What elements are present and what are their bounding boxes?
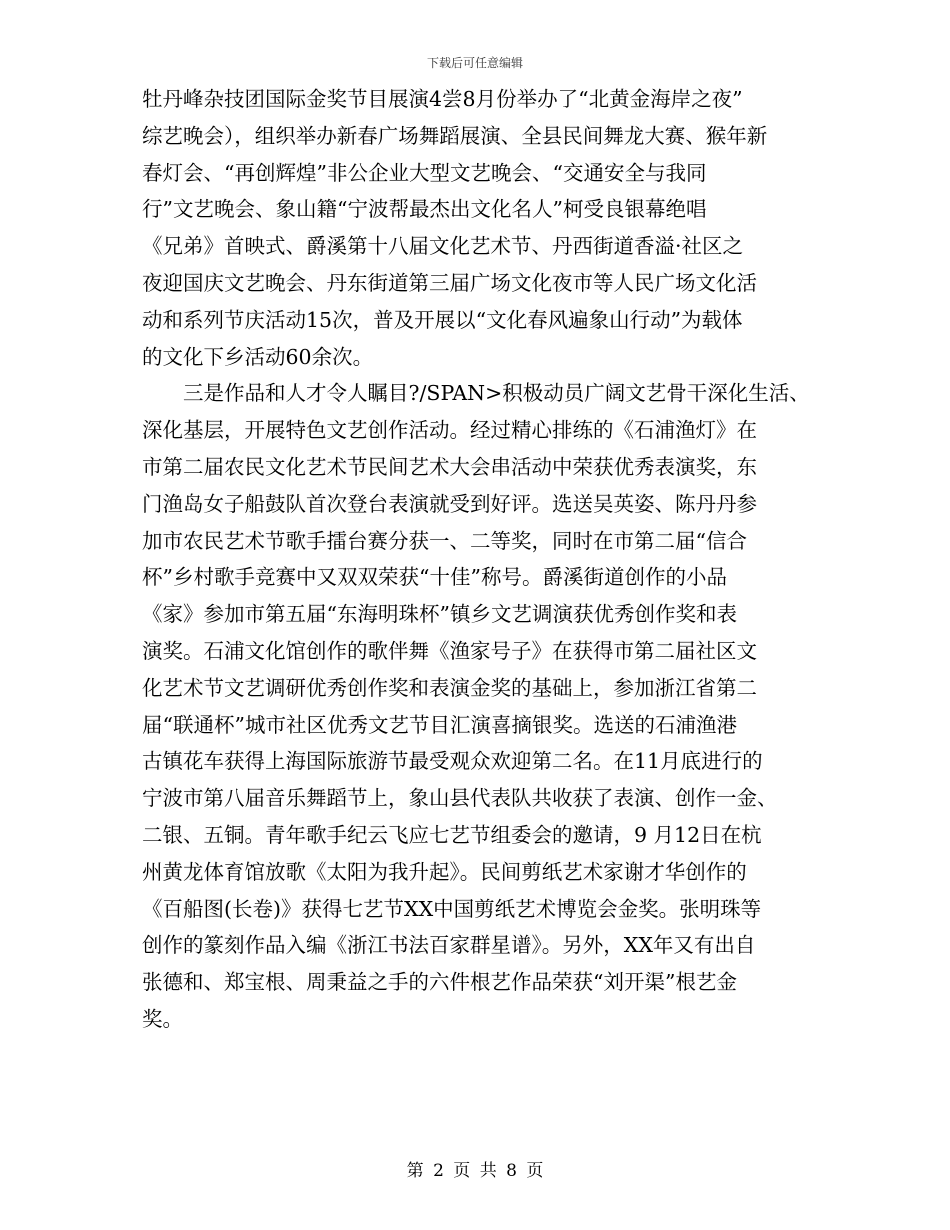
text-line: 化艺术节文艺调研优秀创作奖和表演金奖的基础上，参加浙江省第二: [142, 675, 757, 700]
text-line: 行”文艺晚会、象山籍“宁波帮最杰出文化名人”柯受良银幕绝唱: [142, 197, 707, 222]
text-line: 《兄弟》首映式、爵溪第十八届文化艺术节、丹西街道香溢·社区之: [142, 234, 744, 259]
page-header: 下载后可任意编辑: [426, 56, 523, 70]
text-line: 《家》参加市第五届“东海明珠杯”镇乡文艺调演获优秀创作奖和表: [142, 602, 737, 627]
text-line: 张德和、郑宝根、周秉益之手的六件根艺作品荣获“刘开渠”根艺金: [142, 970, 737, 995]
text-line: 春灯会、“再创辉煌”非公企业大型文艺晚会、“交通安全与我同: [142, 160, 707, 185]
text-line: 宁波市第八届音乐舞蹈节上，象山县代表队共收获了表演、创作一金、: [142, 786, 778, 811]
text-line: 创作的篆刻作品入编《浙江书法百家群星谱》。另外，XX年又有出自: [142, 933, 756, 958]
text-line: 牡丹峰杂技团国际金奖节目展演4尝8月份举办了“北黄金海岸之夜”: [142, 87, 743, 111]
text-line: 动和系列节庆活动15次，普及开展以“文化春风遍象山行动”为载体: [142, 307, 743, 332]
text-line: 杯”乡村歌手竞赛中又双双荣获“十佳”称号。爵溪街道创作的小品: [142, 565, 727, 590]
text-line: 古镇花车获得上海国际旅游节最受观众欢迎第二名。在11月底进行的: [142, 749, 763, 774]
text-line: 加市农民艺术节歌手擂台赛分获一、二等奖，同时在市第二届“信合: [142, 528, 747, 553]
text-line: 的文化下乡活动60余次。: [142, 344, 374, 369]
text-line: 夜迎国庆文艺晚会、丹东街道第三届广场文化夜市等人民广场文化活: [142, 270, 757, 295]
text-line: 奖。: [142, 1006, 183, 1031]
document-body: [142, 81, 818, 1038]
text-line: 市第二届农民文化艺术节民间艺术大会串活动中荣获优秀表演奖，东: [142, 454, 757, 479]
text-line: 《百船图(长卷)》获得七艺节XX中国剪纸艺术博览会金奖。张明珠等: [142, 896, 762, 921]
text-line: 二银、五铜。青年歌手纪云飞应七艺节组委会的邀请，9 月12日在杭: [142, 822, 762, 847]
text-line: 演奖。石浦文化馆创作的歌伴舞《渔家号子》在获得市第二届社区文: [142, 638, 757, 663]
text-line: 深化基层，开展特色文艺创作活动。经过精心排练的《石浦渔灯》在: [142, 418, 757, 443]
text-line: 届“联通杯”城市社区优秀文艺节目汇演喜摘银奖。选送的石浦渔港: [142, 712, 737, 737]
text-line: 三是作品和人才令人瞩目?/SPAN>积极动员广阔文艺骨干深化生活、: [142, 381, 810, 406]
text-line: 门渔岛女子船鼓队首次登台表演就受到好评。选送吴英姿、陈丹丹参: [142, 491, 757, 516]
text-line: 综艺晚会），组织举办新春广场舞蹈展演、全县民间舞龙大赛、猴年新: [142, 123, 768, 148]
text-line: 州黄龙体育馆放歌《太阳为我升起》。民间剪纸艺术家谢才华创作的: [142, 859, 747, 884]
page-footer: 第 2 页 共 8 页: [406, 1161, 544, 1181]
